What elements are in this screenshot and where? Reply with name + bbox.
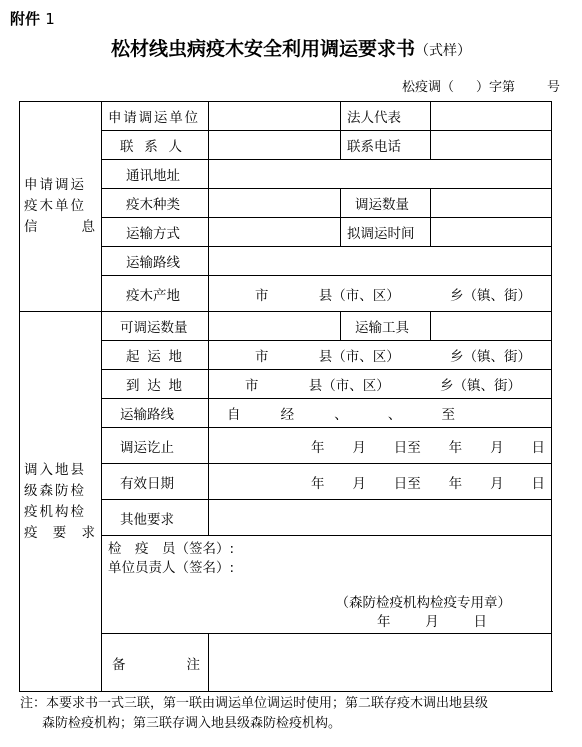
field-transport-mode[interactable] xyxy=(209,218,341,247)
field-contact[interactable] xyxy=(209,131,341,160)
field-inspection-route[interactable]: 自 经 、 、 至 xyxy=(209,399,552,428)
field-quantity[interactable] xyxy=(431,189,552,218)
field-remarks[interactable] xyxy=(209,634,552,692)
field-valid[interactable]: 年 月 日至 年 月 日 xyxy=(209,464,552,500)
document-title: 松材线虫病疫木安全利用调运要求书（式样） xyxy=(110,38,471,60)
field-contact-phone[interactable] xyxy=(431,131,552,160)
label-quantity: 调运数量 xyxy=(341,189,431,218)
label-transport-mode: 运输方式 xyxy=(102,218,209,247)
label-remarks: 备 注 xyxy=(102,634,209,692)
unit-head-signature[interactable]: 单位员责人（签名）: xyxy=(108,560,235,576)
field-to[interactable]: 市 县（市、区） 乡（镇、街） xyxy=(209,370,552,399)
field-other[interactable] xyxy=(209,500,552,536)
document-number: 松疫调（ ）字第 号 xyxy=(401,80,560,95)
section-inspection-label: 调入地县 级森防检 疫机构检 疫 要 求 xyxy=(20,312,102,692)
label-valid: 有效日期 xyxy=(102,464,209,500)
label-other: 其他要求 xyxy=(102,500,209,536)
form-table xyxy=(19,101,552,692)
label-period: 调运讫止 xyxy=(102,428,209,464)
field-period[interactable]: 年 月 日至 年 月 日 xyxy=(209,428,552,464)
label-planned-time: 拟调运时间 xyxy=(341,218,431,247)
label-to: 到 达 地 xyxy=(102,370,209,399)
field-transport-tool[interactable] xyxy=(431,312,552,341)
field-wood-type[interactable] xyxy=(209,189,341,218)
attachment-label: 附件 1 xyxy=(10,10,55,28)
label-address: 通讯地址 xyxy=(102,160,209,189)
label-route: 运输路线 xyxy=(102,247,209,276)
label-contact-phone: 联系电话 xyxy=(341,131,431,160)
field-applicant-unit[interactable] xyxy=(209,102,341,131)
label-contact: 联 系 人 xyxy=(102,131,209,160)
field-origin[interactable]: 市 县（市、区） 乡（镇、街） xyxy=(209,276,552,312)
label-allowed-quantity: 可调运数量 xyxy=(102,312,209,341)
label-transport-tool: 运输工具 xyxy=(341,312,431,341)
label-wood-type: 疫木种类 xyxy=(102,189,209,218)
field-allowed-quantity[interactable] xyxy=(209,312,341,341)
field-address[interactable] xyxy=(209,160,552,189)
label-origin: 疫木产地 xyxy=(102,276,209,312)
seal-area: （森防检疫机构检疫专用章） 年 月 日 xyxy=(335,595,511,630)
label-from: 起 运 地 xyxy=(102,341,209,370)
signature-block xyxy=(102,536,552,634)
field-from[interactable]: 市 县（市、区） 乡（镇、街） xyxy=(209,341,552,370)
label-inspection-route: 运输路线 xyxy=(102,399,209,428)
footnote: 注：本要求书一式三联，第一联由调运单位调运时使用；第二联存疫木调出地县级 森防检疫机构；第三联存调入地县级森防检疫机构。 xyxy=(20,696,489,731)
label-applicant-unit: 申 请 调 运 单 位 xyxy=(102,102,209,131)
section-applicant-label: 申请调运 疫木单位 信 息 xyxy=(20,102,102,312)
label-legal-rep: 法人代表 xyxy=(341,102,431,131)
field-route[interactable] xyxy=(209,247,552,276)
inspector-signature[interactable]: 检 疫 员（签名）: xyxy=(108,541,235,557)
field-planned-time[interactable] xyxy=(431,218,552,247)
title-suffix: （式样） xyxy=(415,43,471,59)
field-legal-rep[interactable] xyxy=(431,102,552,131)
